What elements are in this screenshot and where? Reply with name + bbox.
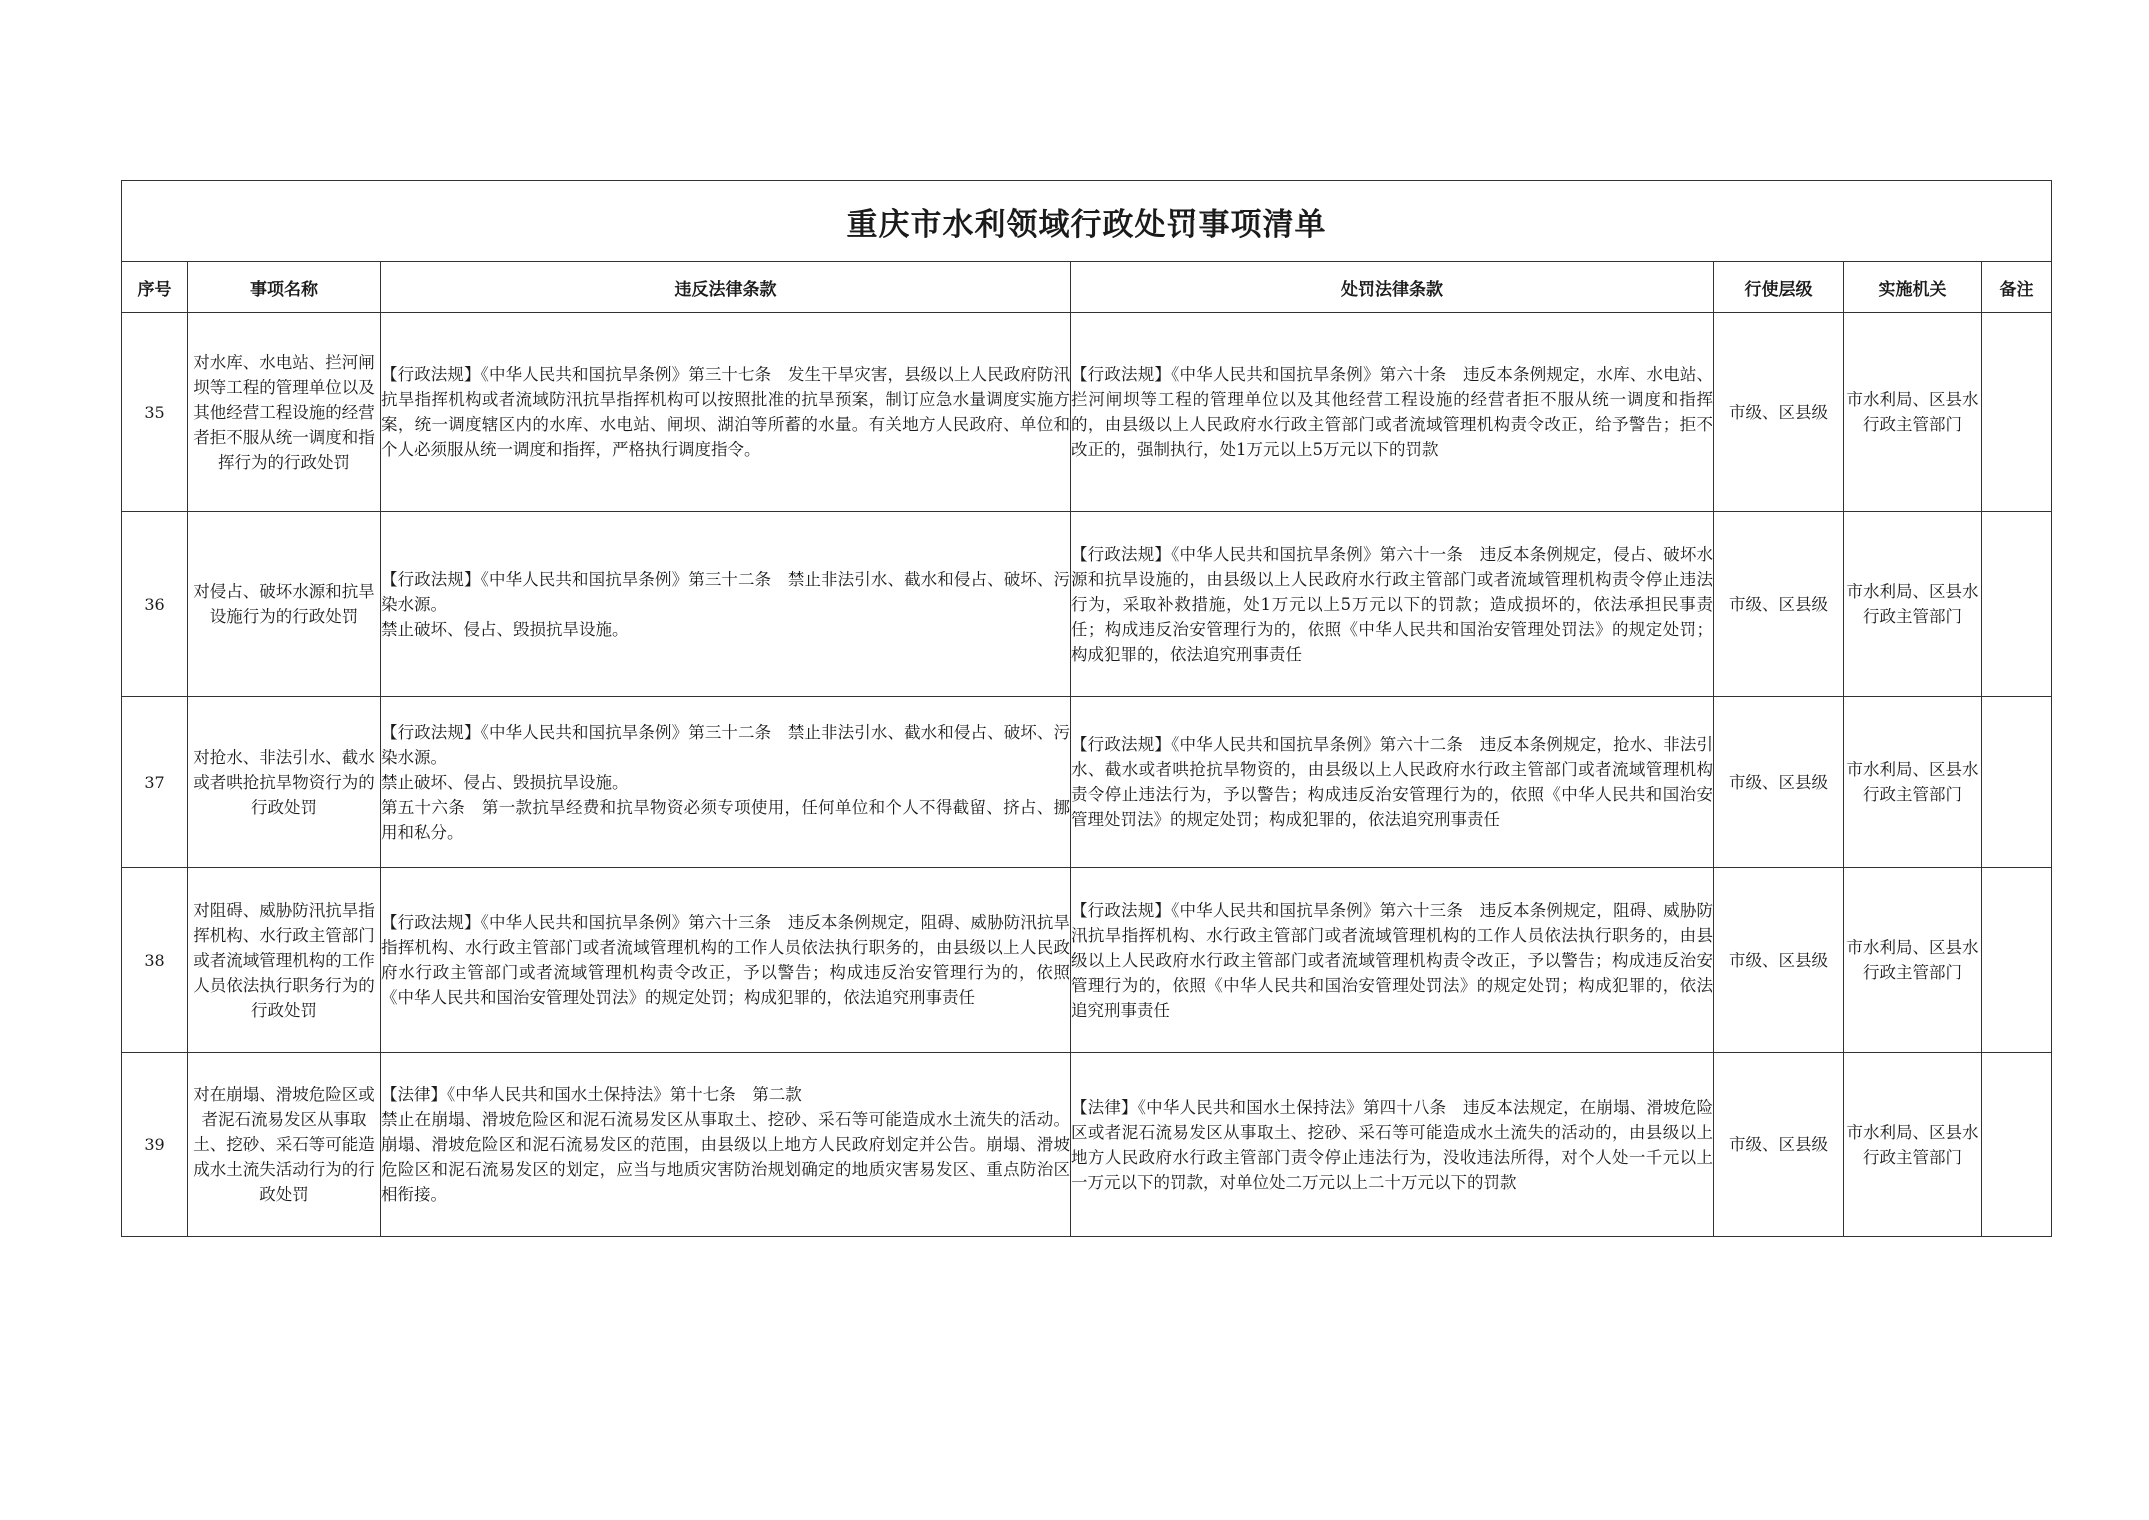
row-level: 市级、区县级 <box>1714 868 1844 1053</box>
row-seq: 36 <box>122 512 188 697</box>
header-level: 行使层级 <box>1714 262 1844 313</box>
row-seq: 38 <box>122 868 188 1053</box>
row-violation-clause <box>381 868 1071 1053</box>
table-row <box>122 313 2052 512</box>
header-name: 事项名称 <box>188 262 381 313</box>
violation-paragraph: 【行政法规】《中华人民共和国抗旱条例》第三十二条 禁止非法引水、截水和侵占、破坏、污染水源。 <box>381 569 1070 614</box>
table-row <box>122 868 2052 1053</box>
row-penalty-clause: 【行政法规】《中华人民共和国抗旱条例》第六十二条 违反本条例规定，抢水、非法引水、截水或者哄抢抗旱物资的，由县级以上人民政府水行政主管部门或者流域管理机构责令停止违法行为，予以警告；构成违反治安管理行为的，依照《中华人民共和国治安管理处罚法》的规定处罚；构成犯罪的，依法追究刑事责任 <box>1071 697 1714 868</box>
row-violation-clause <box>381 512 1071 697</box>
table-row <box>122 1053 2052 1237</box>
row-level: 市级、区县级 <box>1714 313 1844 512</box>
row-level: 市级、区县级 <box>1714 512 1844 697</box>
header-note: 备注 <box>1982 262 2052 313</box>
row-seq: 37 <box>122 697 188 868</box>
row-item-name: 对水库、水电站、拦河闸坝等工程的管理单位以及其他经营工程设施的经营者拒不服从统一调度和指挥行为的行政处罚 <box>188 313 381 512</box>
header-seq: 序号 <box>122 262 188 313</box>
row-violation-clause <box>381 697 1071 868</box>
row-penalty-clause: 【行政法规】《中华人民共和国抗旱条例》第六十三条 违反本条例规定，阻碍、威胁防汛抗旱指挥机构、水行政主管部门或者流域管理机构的工作人员依法执行职务的，由县级以上人民政府水行政主管部门或者流域管理机构责令改正，予以警告；构成违反治安管理行为的，依照《中华人民共和国治安管理处罚法》的规定处罚；构成犯罪的，依法追究刑事责任 <box>1071 868 1714 1053</box>
violation-paragraph: 禁止在崩塌、滑坡危险区和泥石流易发区从事取土、挖砂、采石等可能造成水土流失的活动。崩塌、滑坡危险区和泥石流易发区的范围，由县级以上地方人民政府划定并公告。崩塌、滑坡危险区和泥石流易发区的划定，应当与地质灾害防治规划确定的地质灾害易发区、重点防治区相衔接。 <box>381 1110 1070 1204</box>
violation-paragraph: 禁止破坏、侵占、毁损抗旱设施。 <box>381 772 629 792</box>
row-violation-clause <box>381 1053 1071 1237</box>
row-org: 市水利局、区县水行政主管部门 <box>1844 1053 1982 1237</box>
table-row <box>122 697 2052 868</box>
row-note <box>1982 697 2052 868</box>
row-note <box>1982 868 2052 1053</box>
violation-paragraph: 禁止破坏、侵占、毁损抗旱设施。 <box>381 619 629 639</box>
table-row <box>122 512 2052 697</box>
header-row <box>122 262 2052 313</box>
table-title: 重庆市水利领域行政处罚事项清单 <box>122 181 2052 262</box>
violation-paragraph: 第五十六条 第一款抗旱经费和抗旱物资必须专项使用，任何单位和个人不得截留、挤占、挪用和私分。 <box>381 797 1070 842</box>
row-org: 市水利局、区县水行政主管部门 <box>1844 313 1982 512</box>
row-item-name: 对抢水、非法引水、截水或者哄抢抗旱物资行为的行政处罚 <box>188 697 381 868</box>
violation-paragraph: 【法律】《中华人民共和国水土保持法》第十七条 第二款 <box>381 1085 802 1104</box>
row-penalty-clause: 【行政法规】《中华人民共和国抗旱条例》第六十一条 违反本条例规定，侵占、破坏水源和抗旱设施的，由县级以上人民政府水行政主管部门或者流域管理机构责令停止违法行为，采取补救措施，处1万元以上5万元以下的罚款；造成损坏的，依法承担民事责任；构成违反治安管理行为的，依照《中华人民共和国治安管理处罚法》的规定处罚；构成犯罪的，依法追究刑事责任 <box>1071 512 1714 697</box>
row-org: 市水利局、区县水行政主管部门 <box>1844 697 1982 868</box>
row-org: 市水利局、区县水行政主管部门 <box>1844 512 1982 697</box>
row-seq: 35 <box>122 313 188 512</box>
violation-paragraph: 【行政法规】《中华人民共和国抗旱条例》第六十三条 违反本条例规定，阻碍、威胁防汛抗旱指挥机构、水行政主管部门或者流域管理机构的工作人员依法执行职务的，由县级以上人民政府水行政主管部门或者流域管理机构责令改正，予以警告；构成违反治安管理行为的，依照《中华人民共和国治安管理处罚法》的规定处罚；构成犯罪的，依法追究刑事责任 <box>381 913 1070 1007</box>
row-note <box>1982 512 2052 697</box>
header-penalty: 处罚法律条款 <box>1071 262 1714 313</box>
violation-paragraph: 【行政法规】《中华人民共和国抗旱条例》第三十七条 发生干旱灾害，县级以上人民政府防汛抗旱指挥机构或者流域防汛抗旱指挥机构可以按照批准的抗旱预案，制订应急水量调度实施方案，统一调度辖区内的水库、水电站、闸坝、湖泊等所蓄的水量。有关地方人民政府、单位和个人必须服从统一调度和指挥，严格执行调度指令。 <box>381 365 1070 459</box>
header-violation: 违反法律条款 <box>381 262 1071 313</box>
row-seq: 39 <box>122 1053 188 1237</box>
violation-paragraph: 【行政法规】《中华人民共和国抗旱条例》第三十二条 禁止非法引水、截水和侵占、破坏、污染水源。 <box>381 722 1070 767</box>
row-note <box>1982 1053 2052 1237</box>
row-org: 市水利局、区县水行政主管部门 <box>1844 868 1982 1053</box>
header-org: 实施机关 <box>1844 262 1982 313</box>
row-item-name: 对阻碍、威胁防汛抗旱指挥机构、水行政主管部门或者流域管理机构的工作人员依法执行职务行为的行政处罚 <box>188 868 381 1053</box>
row-note <box>1982 313 2052 512</box>
row-penalty-clause: 【行政法规】《中华人民共和国抗旱条例》第六十条 违反本条例规定，水库、水电站、拦河闸坝等工程的管理单位以及其他经营工程设施的经营者拒不服从统一调度和指挥的，由县级以上人民政府水行政主管部门或者流域管理机构责令改正，给予警告；拒不改正的，强制执行，处1万元以上5万元以下的罚款 <box>1071 313 1714 512</box>
row-item-name: 对在崩塌、滑坡危险区或者泥石流易发区从事取土、挖砂、采石等可能造成水土流失活动行为的行政处罚 <box>188 1053 381 1237</box>
row-item-name: 对侵占、破坏水源和抗旱设施行为的行政处罚 <box>188 512 381 697</box>
penalty-items-table <box>121 180 2052 1237</box>
row-penalty-clause: 【法律】《中华人民共和国水土保持法》第四十八条 违反本法规定，在崩塌、滑坡危险区或者泥石流易发区从事取土、挖砂、采石等可能造成水土流失的活动的，由县级以上地方人民政府水行政主管部门责令停止违法行为，没收违法所得，对个人处一千元以上一万元以下的罚款，对单位处二万元以上二十万元以下的罚款 <box>1071 1053 1714 1237</box>
row-violation-clause <box>381 313 1071 512</box>
row-level: 市级、区县级 <box>1714 1053 1844 1237</box>
row-level: 市级、区县级 <box>1714 697 1844 868</box>
